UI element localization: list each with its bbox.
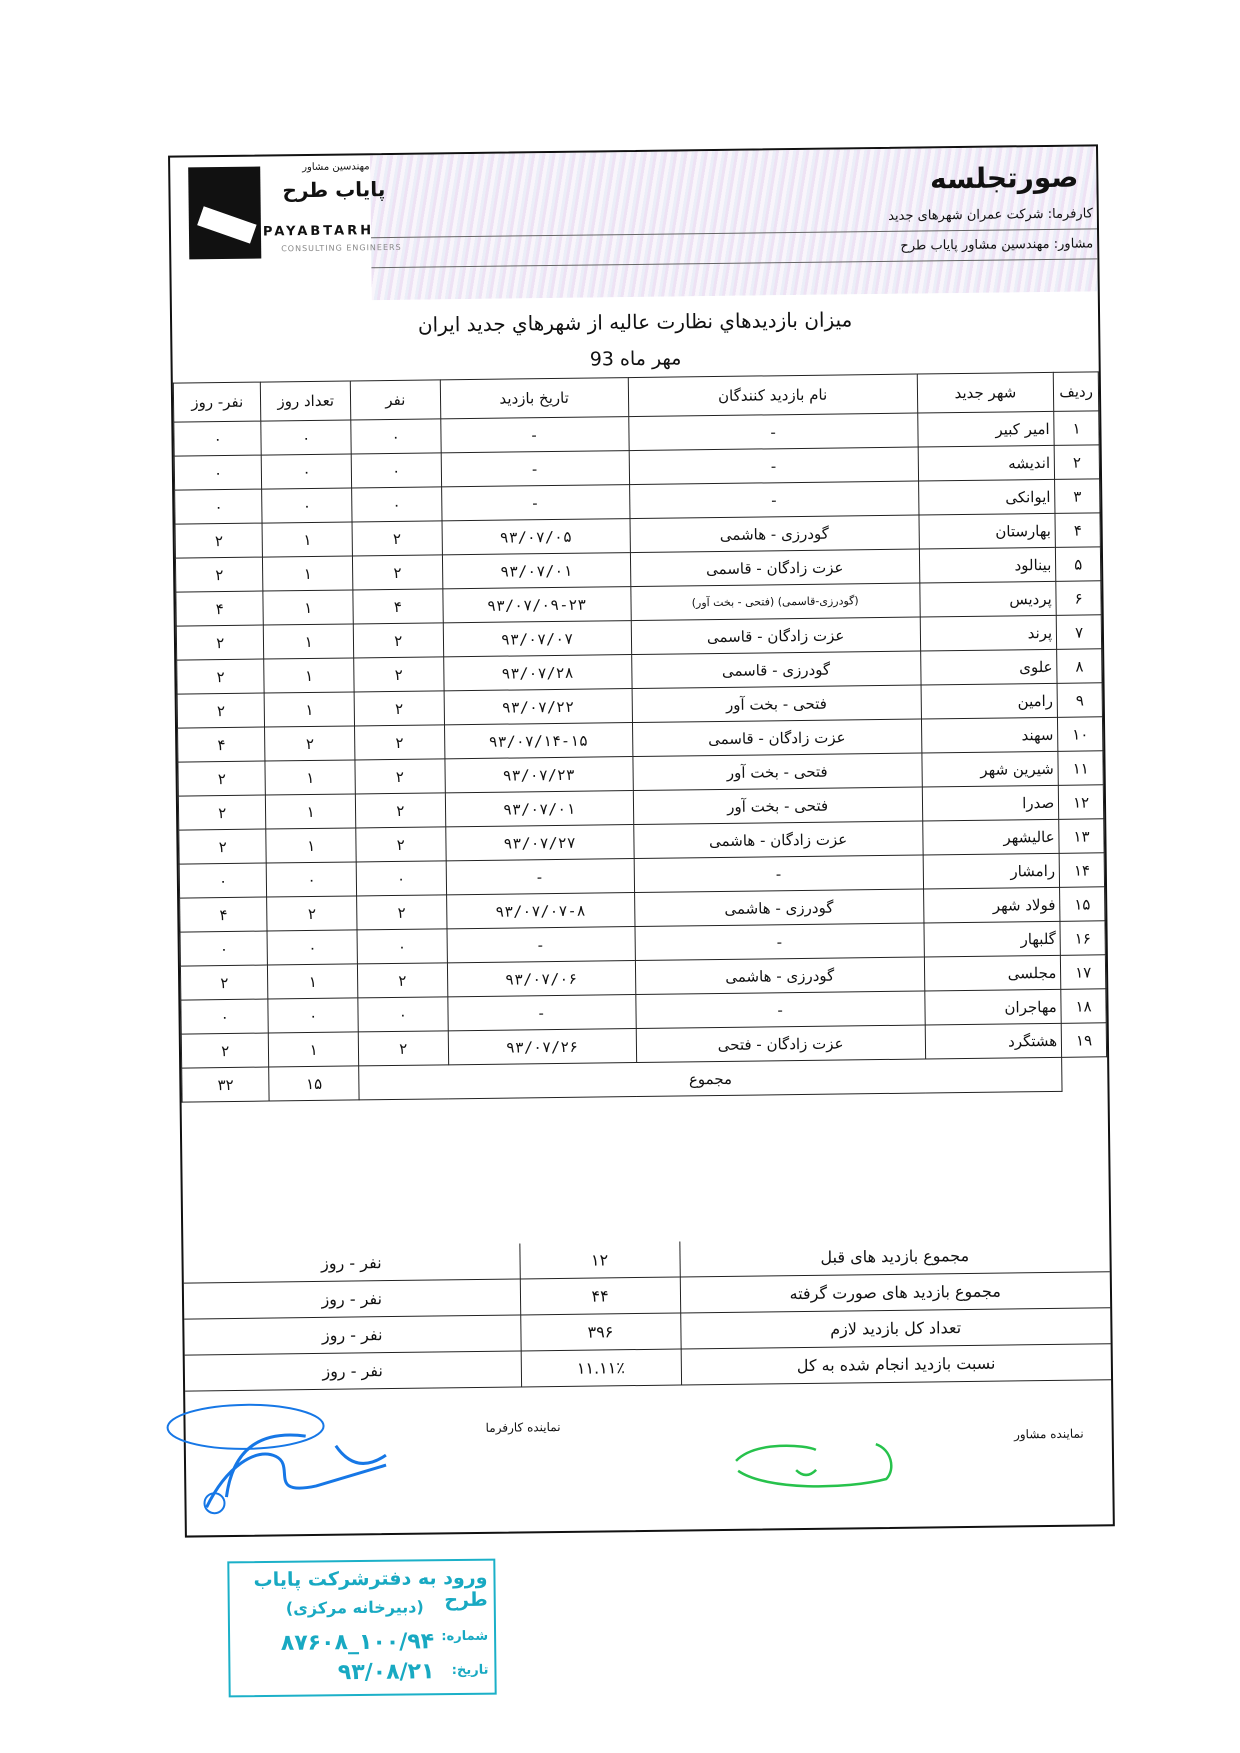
visit-date: - <box>447 995 636 1031</box>
persons-count: ۰ <box>356 861 446 896</box>
persons-count: ۲ <box>354 691 444 726</box>
col-date: تاریخ بازدید <box>440 378 629 419</box>
visitor-names: گودرزی - هاشمی <box>630 515 919 553</box>
summary-label: تعداد کل بازدید لازم <box>680 1308 1110 1349</box>
city-name: رامین <box>921 683 1058 719</box>
stamp-subtitle: (دبیرخانه مرکزی) <box>285 1597 424 1618</box>
stamp-date: ۹۳/۰۸/۲۱ <box>337 1659 435 1686</box>
person-days: ۴ <box>176 591 264 626</box>
col-person-days: نفر- روز <box>173 382 261 422</box>
days-count: ۱ <box>263 590 353 625</box>
persons-count: ۲ <box>352 521 442 556</box>
visitor-names: - <box>629 447 918 485</box>
stamp-title: ورود به دفترشرکت پایاب طرح <box>253 1566 488 1612</box>
days-count: ۱ <box>266 794 356 829</box>
row-number: ۱۴ <box>1059 853 1104 888</box>
visitor-names: - <box>635 923 924 961</box>
visitor-names: - <box>636 991 925 1029</box>
persons-count: ۲ <box>352 555 442 590</box>
person-days: ۰ <box>181 999 269 1034</box>
persons-count: ۲ <box>358 1031 448 1066</box>
registry-stamp <box>227 1559 496 1698</box>
city-name: بهارستان <box>919 513 1056 549</box>
visit-date: ۹۳/۰۷/۲۷ <box>445 825 634 861</box>
company-logo <box>188 167 261 260</box>
days-count: ۱ <box>264 624 354 659</box>
visitor-names: فتحی - بخت آور <box>633 753 922 791</box>
visits-table <box>173 371 1108 1102</box>
visitor-names: عزت زادگان - قاسمی <box>632 719 921 757</box>
consultant-name: مهندسین مشاور پایاب طرح <box>900 236 1050 254</box>
visit-date: - <box>447 927 636 963</box>
consultant-label: مشاور: <box>1053 236 1094 252</box>
document-title: صورتجلسه <box>929 160 1079 196</box>
report-title: میزان بازدیدهاي نظارت عالیه از شهرهاي جدید ایران <box>417 307 853 337</box>
visitor-names: گودرزی - هاشمی <box>634 889 923 927</box>
city-name: مجلسی <box>924 955 1061 991</box>
city-name: فولاد شهر <box>923 887 1060 923</box>
summary-value: ۱۲ <box>519 1242 679 1279</box>
visit-date: ۹۳/۰۷/۲۲ <box>444 689 633 725</box>
city-name: هشتگرد <box>925 1023 1062 1059</box>
persons-count: ۲ <box>357 963 447 998</box>
persons-count: ۲ <box>354 725 444 760</box>
city-name: گلبهار <box>924 921 1061 957</box>
visit-date: ۹۳/۰۷/۰۷-۸ <box>446 893 635 929</box>
visit-date: ۹۳/۰۷/۰۱ <box>442 553 631 589</box>
city-name: رامشار <box>923 853 1060 889</box>
col-city: شهر جدید <box>917 372 1054 413</box>
summary-value: ۳۹۶ <box>520 1313 680 1351</box>
days-count: ۱ <box>269 1032 359 1067</box>
row-number: ۸ <box>1057 649 1102 684</box>
logo-subtitle-fa: مهندسین مشاور <box>302 161 370 174</box>
visit-date: - <box>441 485 630 521</box>
total-days: ۱۵ <box>269 1066 359 1101</box>
row-number: ۱۰ <box>1058 717 1103 752</box>
visit-date: ۹۳/۰۷/۲۳ <box>444 757 633 793</box>
visit-date: ۹۳/۰۷/۰۵ <box>442 519 631 555</box>
row-number: ۹ <box>1057 683 1102 718</box>
visitor-names: گودرزی - قاسمی <box>631 651 920 689</box>
visit-date: - <box>440 417 629 453</box>
row-number: ۱۱ <box>1058 751 1103 786</box>
days-count: ۱ <box>263 556 353 591</box>
visitor-names: - <box>634 855 923 893</box>
person-days: ۲ <box>180 965 268 1000</box>
visitor-names: - <box>629 481 918 519</box>
days-count: ۱ <box>262 522 352 557</box>
visitor-names: فتحی - بخت آور <box>633 787 922 825</box>
days-count: ۰ <box>267 862 357 897</box>
visitor-names: (گودرزی-قاسمی) (فتحی - بخت آور) <box>631 583 920 621</box>
visit-date: - <box>441 451 630 487</box>
consultant-signature <box>726 1429 907 1501</box>
city-name: پرند <box>920 615 1057 651</box>
visitor-names: عزت زادگان - قاسمی <box>631 617 920 655</box>
col-days: تعداد روز <box>261 381 351 421</box>
visitor-names: فتحی - بخت آور <box>632 685 921 723</box>
days-count: ۰ <box>267 930 357 965</box>
persons-count: ۲ <box>355 793 445 828</box>
city-name: مهاجران <box>924 989 1061 1025</box>
person-days: ۲ <box>178 761 266 796</box>
consultant-line <box>900 236 1093 253</box>
person-days: ۴ <box>178 727 266 762</box>
persons-count: ۲ <box>355 759 445 794</box>
city-name: صدرا <box>922 785 1059 821</box>
employer-label: کارفرما: <box>1047 206 1093 222</box>
visit-date: ۹۳/۰۷/۲۶ <box>448 1029 637 1065</box>
row-number: ۱۹ <box>1061 1023 1106 1058</box>
person-days: ۲ <box>178 795 266 830</box>
persons-count: ۲ <box>354 657 444 692</box>
days-count: ۱ <box>264 658 354 693</box>
row-number: ۱۸ <box>1061 989 1106 1024</box>
summary-unit: نفر - روز <box>184 1279 520 1319</box>
total-label: مجموع <box>359 1057 1063 1100</box>
summary-label: نسبت بازدید انجام شده به کل <box>681 1344 1111 1385</box>
city-name: علوی <box>920 649 1057 685</box>
row-number: ۱۵ <box>1060 887 1105 922</box>
days-count: ۱ <box>268 964 358 999</box>
person-days: ۰ <box>179 863 267 898</box>
row-number: ۱۷ <box>1061 955 1106 990</box>
row-number: ۶ <box>1056 581 1101 616</box>
report-period: مهر ماه 93 <box>589 347 682 371</box>
persons-count: ۰ <box>357 929 447 964</box>
person-days: ۲ <box>175 557 263 592</box>
days-count: ۰ <box>268 998 358 1033</box>
persons-count: ۰ <box>352 487 442 522</box>
days-count: ۲ <box>265 726 355 761</box>
days-count: ۱ <box>265 760 355 795</box>
days-count: ۰ <box>262 488 352 523</box>
persons-count: ۰ <box>358 997 448 1032</box>
visitor-names: عزت زادگان - قاسمی <box>630 549 919 587</box>
visit-date: - <box>446 859 635 895</box>
total-person-days: ۳۲ <box>182 1067 270 1102</box>
employer-signature <box>165 1384 447 1527</box>
visit-date: ۹۳/۰۷/۰۱ <box>445 791 634 827</box>
days-count: ۲ <box>267 896 357 931</box>
persons-count: ۲ <box>356 827 446 862</box>
summary-value: ۴۴ <box>520 1277 680 1315</box>
city-name: سهند <box>921 717 1058 753</box>
logo-name-fa: پایاب طرح <box>282 177 386 203</box>
visitor-names: گودرزی - هاشمی <box>635 957 924 995</box>
summary-table <box>183 1236 1111 1391</box>
visit-date: ۹۳/۰۷/۰۶ <box>447 961 636 997</box>
summary-unit: نفر - روز <box>183 1243 519 1283</box>
header <box>170 146 1098 302</box>
visitor-names: عزت زادگان - فتحی <box>636 1025 925 1063</box>
person-days: ۴ <box>180 897 268 932</box>
person-days: ۰ <box>180 931 268 966</box>
stamp-date-label: تاریخ: <box>451 1662 489 1679</box>
consultant-rep-label: نماینده مشاور <box>1013 1426 1084 1442</box>
person-days: ۲ <box>177 693 265 728</box>
logo-subtitle-en: CONSULTING ENGINEERS <box>281 242 402 254</box>
stamp-number: ۱۰۰/۹۴_۸۷۶۰۸ <box>280 1629 435 1656</box>
row-number: ۱ <box>1054 411 1099 446</box>
row-number: ۳ <box>1055 479 1100 514</box>
city-name: امیر کبیر <box>917 411 1054 447</box>
visit-date: ۹۳/۰۷/۲۸ <box>443 655 632 691</box>
person-days: ۲ <box>175 523 263 558</box>
person-days: ۰ <box>175 489 263 524</box>
row-number: ۲ <box>1054 445 1099 480</box>
summary-label: مجموع بازدید های صورت گرفته <box>680 1272 1110 1313</box>
person-days: ۲ <box>177 659 265 694</box>
days-count: ۱ <box>266 828 356 863</box>
city-name: اندیشه <box>918 445 1055 481</box>
city-name: پردیس <box>919 581 1056 617</box>
days-count: ۱ <box>265 692 355 727</box>
summary-unit: نفر - روز <box>185 1351 521 1391</box>
person-days: ۰ <box>174 455 262 490</box>
col-persons: نفر <box>350 380 440 420</box>
days-count: ۰ <box>262 454 352 489</box>
city-name: عالیشهر <box>922 819 1059 855</box>
row-number: ۱۲ <box>1059 785 1104 820</box>
row-number: ۵ <box>1056 547 1101 582</box>
person-days: ۰ <box>174 421 262 456</box>
summary-unit: نفر - روز <box>184 1315 520 1355</box>
row-number: ۷ <box>1056 615 1101 650</box>
city-name: شیرین شهر <box>921 751 1058 787</box>
stamp-number-label: شماره: <box>441 1628 489 1645</box>
logo-name-en: PAYABTARH <box>262 223 375 240</box>
employer-rep-label: نماینده کارفرما <box>485 1419 561 1435</box>
person-days: ۲ <box>179 829 267 864</box>
row-number: ۱۶ <box>1060 921 1105 956</box>
document-sheet <box>168 144 1115 1537</box>
city-name: بینالود <box>919 547 1056 583</box>
col-row: ردیف <box>1053 372 1098 412</box>
col-visitors: نام بازدید کنندگان <box>628 374 917 417</box>
employer-line <box>888 206 1093 223</box>
visit-date: ۹۳/۰۷/۰۷ <box>443 621 632 657</box>
summary-value: ۱۱.۱۱٪ <box>521 1349 681 1387</box>
persons-count: ۰ <box>351 453 441 488</box>
city-name: ایوانکی <box>918 479 1055 515</box>
row-number: ۱۳ <box>1059 819 1104 854</box>
visit-date: ۹۳/۰۷/۱۴-۱۵ <box>444 723 633 759</box>
visitor-names: عزت زادگان - هاشمی <box>633 821 922 859</box>
row-number: ۴ <box>1055 513 1100 548</box>
persons-count: ۲ <box>357 895 447 930</box>
days-count: ۰ <box>261 420 351 455</box>
person-days: ۲ <box>176 625 264 660</box>
persons-count: ۰ <box>351 419 441 454</box>
visitor-names: - <box>628 413 917 451</box>
visit-date: ۹۳/۰۷/۰۹-۲۳ <box>442 587 631 623</box>
employer-name: شرکت عمران شهرهای جدید <box>888 206 1044 224</box>
person-days: ۲ <box>181 1033 269 1068</box>
persons-count: ۴ <box>353 589 443 624</box>
persons-count: ۲ <box>353 623 443 658</box>
summary-label: مجموع بازدید های قبل <box>679 1236 1109 1277</box>
